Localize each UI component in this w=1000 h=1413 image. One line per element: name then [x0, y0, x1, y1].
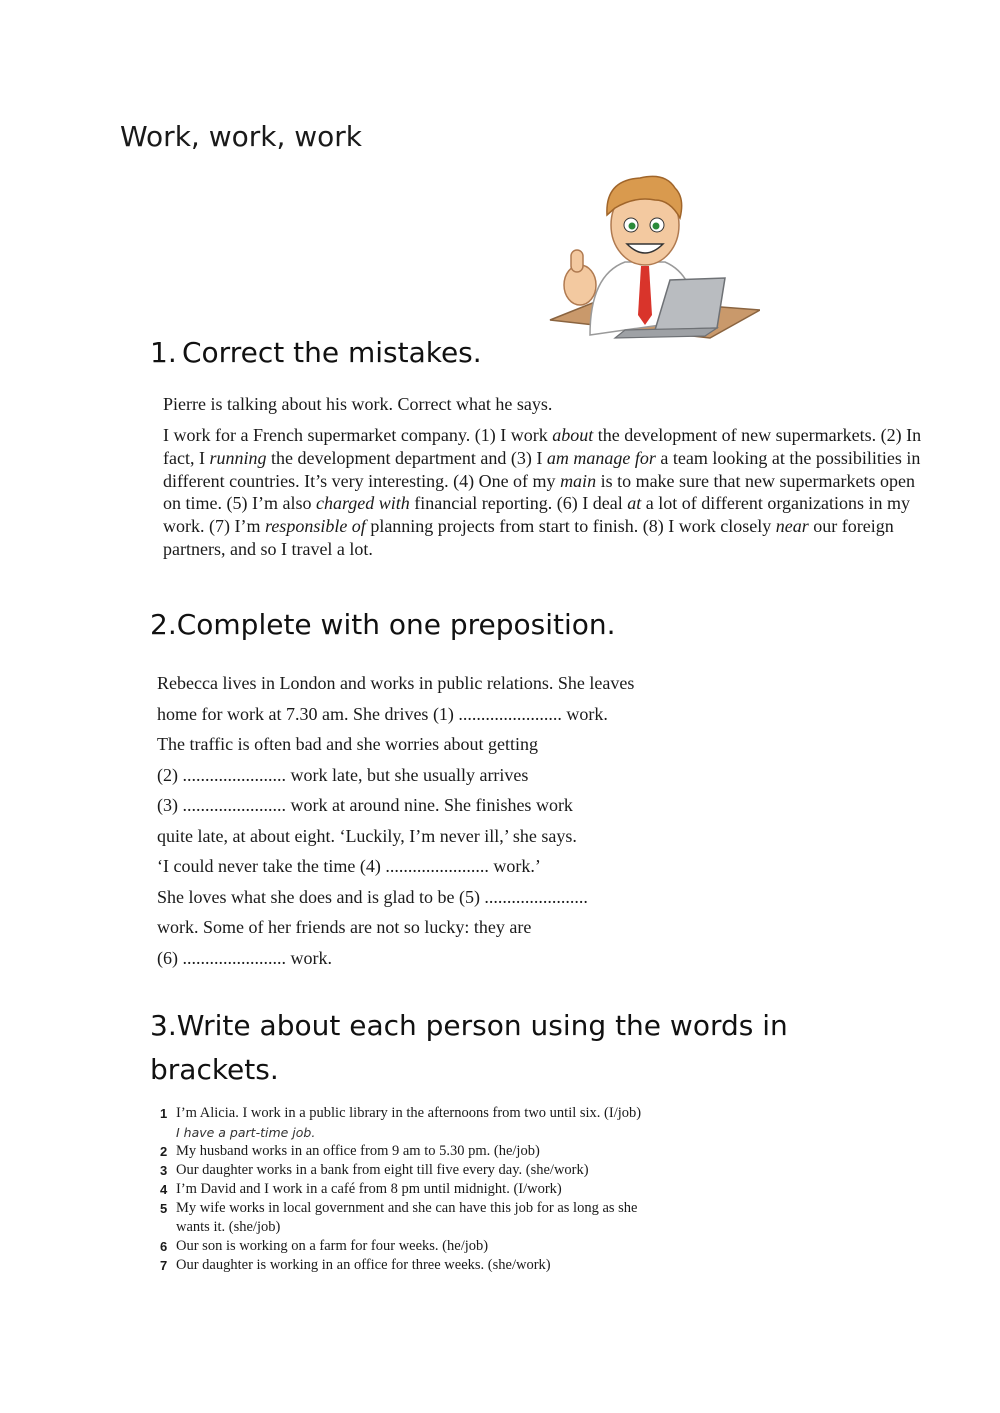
item-text: Our daughter works in a bank from eight till five every day. (she/work)	[176, 1162, 589, 1178]
item-number: 1	[160, 1106, 168, 1121]
paragraph-text: I work for a French supermarket company. (1) I work	[163, 425, 553, 445]
list-item	[160, 1180, 641, 1199]
mistake-phrase: am manage for	[546, 447, 656, 468]
section-3-heading: 3.Write about each person using the words in brackets.	[150, 1009, 788, 1086]
mistake-phrase: charged with	[315, 493, 410, 514]
item-number: 2	[160, 1144, 168, 1159]
section-2-heading: 2.Complete with one preposition.	[150, 608, 616, 641]
gap-fill-line: Rebecca lives in London and works in public relations. She leaves	[157, 673, 635, 693]
list-item	[160, 1237, 641, 1256]
item-number: 4	[160, 1182, 168, 1197]
paragraph-text: planning projects from start to finish. (8) I work closely	[365, 516, 776, 537]
businessman-at-laptop-thumbs-up-icon	[545, 170, 760, 340]
list-item	[160, 1199, 641, 1218]
section-1-number: 1.	[150, 336, 177, 369]
paragraph-text: our foreign partners, and so I travel a lot.	[163, 516, 894, 559]
section-2-text	[157, 668, 634, 973]
illustration	[545, 170, 760, 340]
gap-fill-line: quite late, at about eight. ‘Luckily, I’m never ill,’ she says.	[157, 825, 577, 846]
item-number: 7	[160, 1258, 168, 1273]
list-item	[160, 1161, 641, 1180]
item-text: Our son is working on a farm for four weeks. (he/job)	[176, 1238, 489, 1254]
section-3-list	[160, 1104, 641, 1275]
paragraph-text: the development department and (3) I	[266, 447, 547, 468]
gap-fill-line: ‘I could never take the time (4) ....................... work.’	[157, 856, 541, 876]
section-1-heading	[150, 336, 482, 369]
section-1-intro: Pierre is talking about his work. Correct what he says.	[163, 394, 553, 414]
gap-fill-line: work. Some of her friends are not so lucky: they are	[157, 917, 532, 937]
mistake-phrase: main	[560, 470, 597, 491]
gap-fill-line: (2) ....................... work late, but she usually arrives	[157, 764, 529, 785]
paragraph-text: a lot of different organizations in my work. (7) I’m	[163, 493, 910, 537]
gap-fill-line: (3) ....................... work at around nine. She finishes work	[157, 795, 573, 815]
list-item	[160, 1104, 641, 1123]
item-text: I’m Alicia. I work in a public library in the afternoons from two until six. (I/job)	[176, 1105, 642, 1121]
list-item	[160, 1142, 641, 1161]
page-title: Work, work, work	[120, 120, 363, 153]
gap-fill-line: home for work at 7.30 am. She drives (1) ....................... work.	[157, 703, 608, 724]
gap-fill-line: The traffic is often bad and she worries about getting	[157, 734, 539, 754]
item-number: 3	[160, 1163, 168, 1178]
section-1-title: Correct the mistakes.	[182, 336, 482, 369]
paragraph-text: a team looking at the possibilities in different countries. It’s very interesting. (4) One of my	[163, 447, 921, 491]
list-item	[160, 1256, 641, 1275]
item-text-continuation: wants it. (she/job)	[176, 1219, 281, 1235]
item-text: Our daughter is working in an office for three weeks. (she/work)	[176, 1257, 551, 1273]
mistake-phrase: near	[775, 516, 809, 537]
gap-fill-line: She loves what she does and is glad to be (5) .......................	[157, 886, 588, 907]
mistake-phrase: at	[627, 493, 642, 514]
paragraph-text: is to make sure that new supermarkets open on time. (5) I’m also	[163, 470, 915, 514]
item-text: My wife works in local government and she can have this job for as long as she	[176, 1200, 638, 1216]
mistake-phrase: running	[209, 447, 267, 468]
paragraph-text: financial reporting. (6) I deal	[409, 493, 628, 514]
item-number: 5	[160, 1201, 168, 1216]
gap-fill-line: (6) ....................... work.	[157, 947, 332, 968]
example-answer: I have a part-time job.	[176, 1125, 316, 1140]
item-number: 6	[160, 1239, 168, 1254]
mistake-phrase: responsible of	[264, 516, 366, 537]
item-text: I’m David and I work in a café from 8 pm until midnight. (I/work)	[176, 1181, 562, 1197]
item-text: My husband works in an office from 9 am to 5.30 pm. (he/job)	[176, 1143, 540, 1159]
section-1-paragraph	[163, 424, 923, 561]
paragraph-text: the development of new supermarkets. (2) In fact, I	[163, 425, 922, 468]
mistake-phrase: about	[552, 425, 594, 445]
